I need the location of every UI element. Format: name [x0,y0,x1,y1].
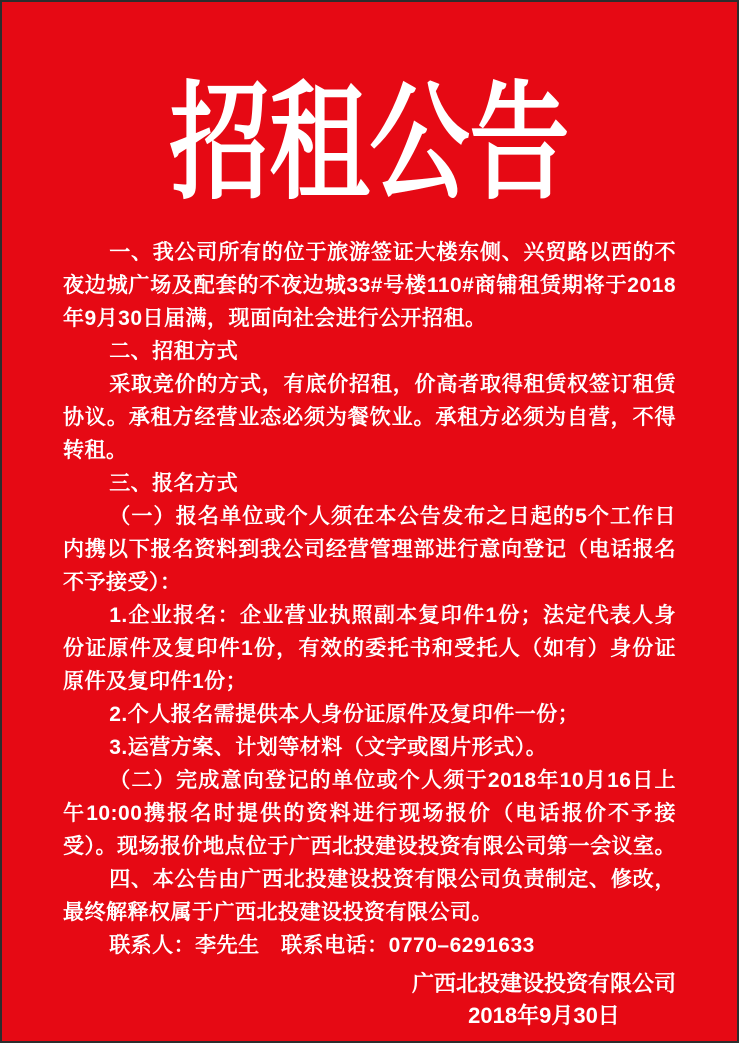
para-rental-method: 采取竞价的方式，有底价招租，价高者取得租赁权签订租赁协议。承租方经营业态必须为餐饮业。承租方必须为自营，不得转租。 [63,373,676,462]
page-title-text: 招租公告 [169,73,570,215]
para-enterprise-registration: 1.企业报名：企业营业执照副本复印件1份；法定代表人身份证原件及复印件1份，有效的委托书和受托人（如有）身份证原件及复印件1份； [63,604,676,693]
contact-line: 联系人：李先生 联系电话：0770–6291633 [109,934,535,957]
para-onsite-bidding: （二）完成意向登记的单位或个人须于2018年10月16日上午10:00携报名时提供的资料进行现场报价（电话报价不予接受）。现场报价地点位于广西北投建设投资有限公司第一会议室。 [63,769,676,858]
para-final-interpretation: 四、本公告由广西北投建设投资有限公司负责制定、修改，最终解释权属于广西北投建设投资有限公司。 [63,868,676,924]
signature-company: 广西北投建设投资有限公司 [411,971,676,996]
para-registration-intro: （一）报名单位或个人须在本公告发布之日起的5个工作日内携以下报名资料到我公司经营管理部进行意向登记（电话报名不予接受）： [63,505,676,594]
para-individual-registration: 2.个人报名需提供本人身份证原件及复印件一份； [109,703,580,726]
heading-rental-method: 二、招租方式 [109,340,239,363]
page-title [2,73,737,215]
heading-registration: 三、报名方式 [109,472,239,495]
para-operation-plan: 3.运营方案、计划等材料（文字或图片形式）。 [109,736,548,759]
signature-inner [412,968,676,1032]
announcement-body [2,236,737,962]
para-intro: 一、我公司所有的位于旅游签证大楼东侧、兴贸路以西的不夜边城广场及配套的不夜边城33#号楼110#商铺租赁期将于2018年9月30日届满，现面向社会进行公开招租。 [63,241,676,330]
signature-date: 2018年9月30日 [468,1003,620,1028]
signature-block [2,968,676,1032]
